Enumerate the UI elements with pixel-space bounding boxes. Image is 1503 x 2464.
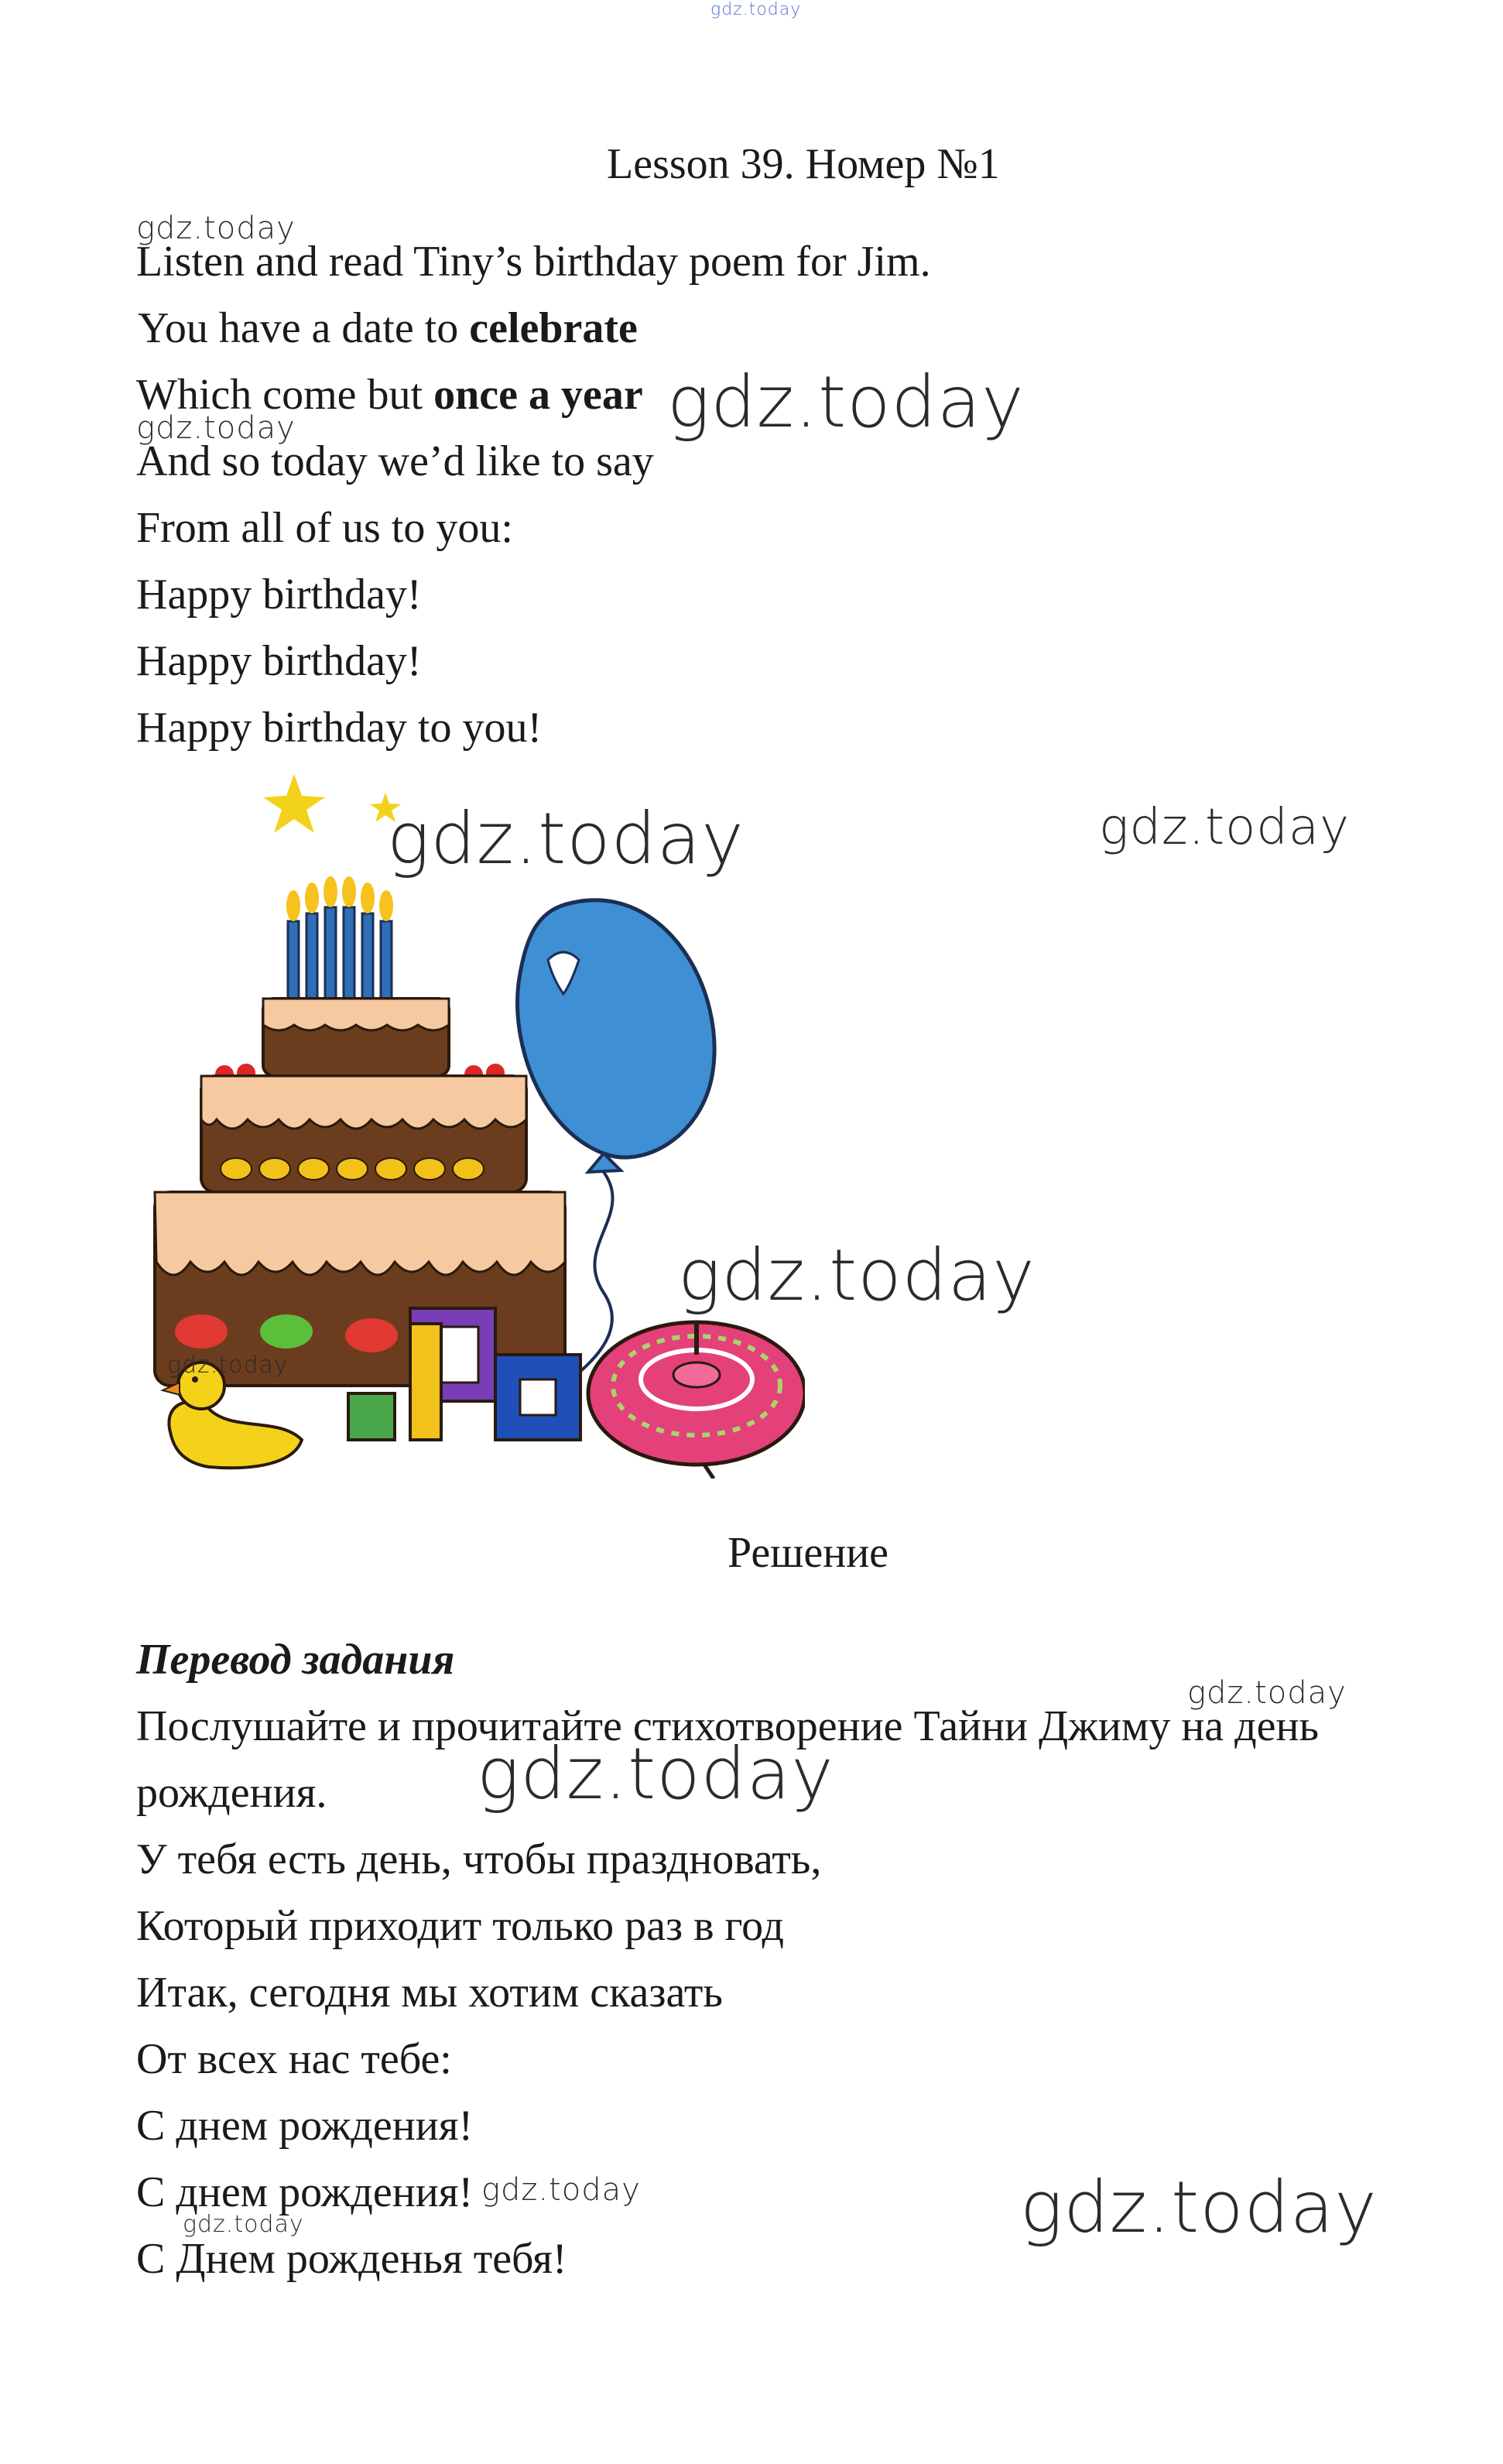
watermark: gdz.today — [477, 1732, 834, 1815]
poem-line-2-bold: once a year — [433, 371, 643, 419]
poem-instruction: Listen and read Tiny’s birthday poem for Jim. — [136, 238, 931, 286]
poem-line-4: From all of us to you: — [136, 504, 513, 552]
poem-line-1-text: You have a date to — [138, 304, 470, 352]
watermark: gdz.today — [167, 1352, 289, 1379]
watermark-top: gdz.today — [710, 0, 802, 19]
translation-poem-line-3: Итак, сегодня мы хотим сказать — [136, 1969, 723, 2017]
watermark: gdz.today — [387, 797, 745, 880]
watermark: gdz.today — [136, 211, 296, 246]
poem-line-7: Happy birthday to you! — [136, 704, 543, 752]
translation-poem-line-7: С Днем рожденья тебя! — [136, 2235, 567, 2283]
page-title: Lesson 39. Номер №1 — [607, 140, 1000, 188]
poem-line-3: And so today we’d like to say — [136, 437, 654, 485]
translation-line-1: Послушайте и прочитайте стихотворение Тайни Джиму на день — [136, 1702, 1319, 1750]
birthday-cake-icon — [155, 999, 565, 1386]
candles — [286, 876, 393, 1006]
translation-heading-text: Перевод задания — [136, 1636, 455, 1684]
solution-heading: Решение — [728, 1529, 889, 1577]
watermark: gdz.today — [183, 2211, 304, 2238]
translation-poem-line-1: У тебя есть день, чтобы праздновать, — [136, 1835, 822, 1883]
watermark: gdz.today — [678, 1234, 1036, 1317]
translation-heading — [136, 1635, 454, 1684]
poem-line-5: Happy birthday! — [136, 571, 422, 619]
translation-poem-line-5: С днем рождения! — [136, 2102, 474, 2150]
watermark: gdz.today — [667, 361, 1025, 444]
watermark: gdz.today — [1020, 2166, 1378, 2249]
poem-line-6: Happy birthday! — [136, 637, 422, 685]
translation-line-2: рождения. — [136, 1769, 327, 1817]
star-icon — [263, 774, 401, 833]
poem-line-2-text: Which come but — [136, 371, 434, 419]
watermark: gdz.today — [481, 2172, 641, 2208]
spinning-top-icon — [588, 1322, 805, 1479]
translation-poem-line-2: Который приходит только раз в год — [136, 1902, 784, 1950]
translation-poem-line-6: С днем рождения! — [136, 2168, 474, 2216]
watermark: gdz.today — [1099, 799, 1350, 856]
poem-line-1 — [138, 303, 638, 353]
translation-poem-line-4: От всех нас тебе: — [136, 2035, 452, 2083]
poem-line-1-bold: celebrate — [469, 304, 638, 352]
watermark: gdz.today — [136, 410, 296, 446]
watermark: gdz.today — [1187, 1675, 1347, 1711]
